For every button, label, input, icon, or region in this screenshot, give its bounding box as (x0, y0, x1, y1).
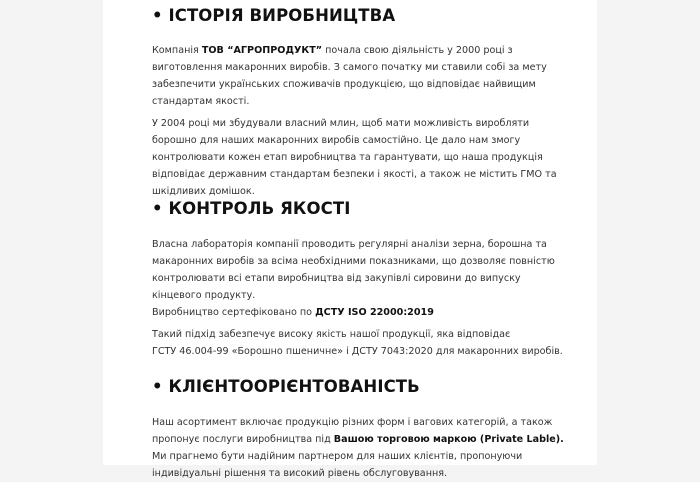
bold-text: ТОВ “АГРОПРОДУКТ” (201, 45, 323, 56)
text-line (152, 166, 557, 183)
text: У 2004 році ми збудували власний млин, щоб мати можливість виробляти (152, 118, 530, 129)
text-line (152, 414, 564, 431)
text: стандартам якості. (152, 96, 250, 107)
text-line (152, 236, 555, 253)
text-line (152, 183, 557, 200)
text: Компанія (152, 45, 202, 56)
paragraph (152, 414, 564, 482)
page (103, 0, 597, 479)
text: почала свою діяльність у 2000 році з (322, 45, 513, 56)
text: Наш асортимент включає продукцію різних форм і вагових категорій, а також (152, 417, 553, 428)
text-line (152, 343, 563, 360)
text-line (152, 115, 557, 132)
text: забезпечити українських споживачів продукцією, що відповідає найвищим (152, 79, 536, 90)
text: Виробництво сертефіковано по (152, 307, 316, 318)
text-line (152, 59, 547, 76)
text: борошно для наших макаронних виробів самостійно. Це дало нам змогу (152, 135, 521, 146)
text: кінцевого продукту. (152, 290, 256, 301)
text: відповідає державним стандартам безпеки і якості, а також не містить ГМО та (152, 169, 557, 180)
text-line (152, 304, 434, 321)
text-line (152, 326, 563, 343)
bold-text: Вашою торговою маркою (Private Lable). (333, 434, 564, 445)
text: контролювати кожен етап виробництва та гарантувати, що наша продукція (152, 152, 543, 163)
text: контролювати всі етапи виробництва від закупівлі сировини до випуску (152, 273, 521, 284)
paragraph (152, 236, 555, 304)
text: макаронних виробів за всіма необхідними показниками, що дозволяє повністю (152, 256, 555, 267)
paragraph (152, 115, 557, 200)
bold-text: ДСТУ ISO 22000:2019 (315, 307, 434, 318)
paragraph (152, 326, 563, 360)
text-line (152, 287, 555, 304)
text-line (152, 132, 557, 149)
paragraph (152, 304, 434, 321)
section-heading: • КОНТРОЛЬ ЯКОСТІ (152, 199, 351, 218)
text-line (152, 253, 555, 270)
text-line (152, 431, 564, 448)
text-line (152, 270, 555, 287)
text-line (152, 42, 547, 59)
text: пропонує послуги виробництва під (152, 434, 334, 445)
text: індивідуальні рішення та високий рівень обслуговування. (152, 468, 448, 479)
text: виготовлення макаронних виробів. З самого початку ми ставили собі за мету (152, 62, 547, 73)
text-line (152, 76, 547, 93)
text-line (152, 448, 564, 465)
text: ГСТУ 46.004-99 «Борошно пшеничне» і ДСТУ 7043:2020 для макаронних виробів. (152, 346, 563, 357)
paragraph (152, 42, 547, 110)
text: Власна лабораторія компанії проводить регулярні аналізи зерна, борошна та (152, 239, 547, 250)
text-line (152, 149, 557, 166)
text-line (152, 93, 547, 110)
section-heading: • КЛІЄНТООРІЄНТОВАНІСТЬ (152, 377, 420, 396)
section-heading: • ІСТОРІЯ ВИРОБНИЦТВА (152, 6, 396, 25)
text: Ми прагнемо бути надійним партнером для наших клієнтів, пропонуючи (152, 451, 523, 462)
text: шкідливих домішок. (152, 186, 255, 197)
text: Такий підхід забезпечує високу якість нашої продукції, яка відповідає (152, 329, 511, 340)
text-line (152, 465, 564, 482)
